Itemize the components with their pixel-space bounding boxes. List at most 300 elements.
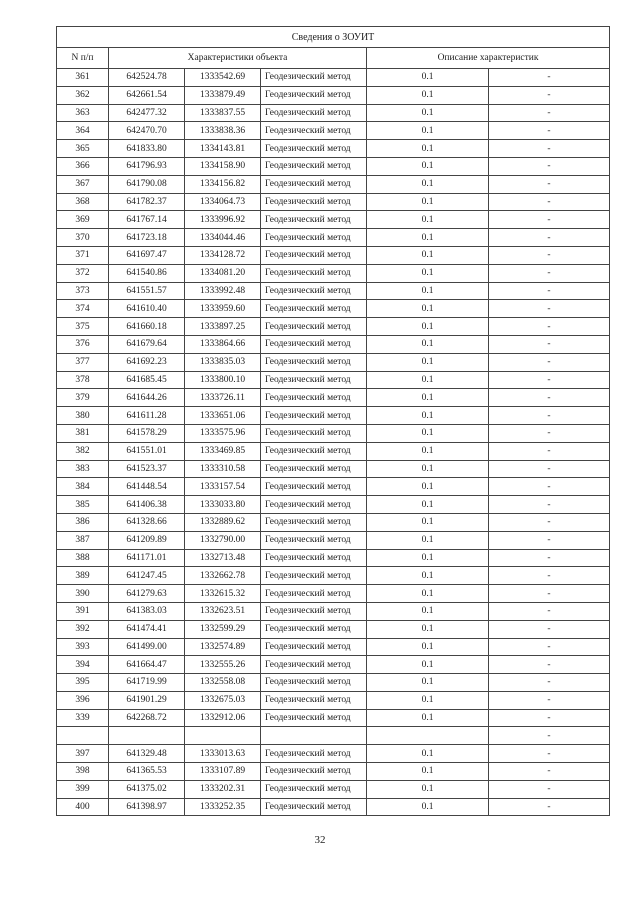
note-cell: - [489, 122, 610, 140]
coord-y: 1333252.35 [185, 798, 261, 816]
method-cell: Геодезический метод [261, 691, 367, 709]
method-cell: Геодезический метод [261, 371, 367, 389]
accuracy-cell: 0.1 [367, 620, 489, 638]
accuracy-cell: 0.1 [367, 709, 489, 727]
coord-y: 1333879.49 [185, 86, 261, 104]
table-row [57, 246, 610, 264]
coord-y: 1332623.51 [185, 602, 261, 620]
accuracy-cell: 0.1 [367, 175, 489, 193]
table-row [57, 442, 610, 460]
point-number: 373 [57, 282, 109, 300]
coord-y: 1333726.11 [185, 389, 261, 407]
method-cell: Геодезический метод [261, 264, 367, 282]
coord-x: 642524.78 [109, 69, 185, 87]
note-cell: - [489, 300, 610, 318]
accuracy-cell: 0.1 [367, 229, 489, 247]
accuracy-cell: 0.1 [367, 140, 489, 158]
point-number: 396 [57, 691, 109, 709]
accuracy-cell: 0.1 [367, 638, 489, 656]
coord-x: 641247.45 [109, 567, 185, 585]
table-header-row [57, 48, 610, 69]
table-row [57, 620, 610, 638]
point-number: 379 [57, 389, 109, 407]
coord-y: 1333996.92 [185, 211, 261, 229]
coord-x: 641171.01 [109, 549, 185, 567]
accuracy-cell: 0.1 [367, 264, 489, 282]
accuracy-cell: 0.1 [367, 745, 489, 763]
point-number: 388 [57, 549, 109, 567]
coord-y: 1333835.03 [185, 353, 261, 371]
coord-y: 1332558.08 [185, 674, 261, 692]
point-number: 381 [57, 424, 109, 442]
accuracy-cell: 0.1 [367, 780, 489, 798]
coord-y: 1333542.69 [185, 69, 261, 87]
table-row [57, 424, 610, 442]
accuracy-cell: 0.1 [367, 371, 489, 389]
note-cell: - [489, 763, 610, 781]
coord-x: 641790.08 [109, 175, 185, 193]
point-number: 371 [57, 246, 109, 264]
table-row [57, 122, 610, 140]
coord-x: 642268.72 [109, 709, 185, 727]
table-row [57, 674, 610, 692]
coord-y: 1332555.26 [185, 656, 261, 674]
point-number: 374 [57, 300, 109, 318]
accuracy-cell: 0.1 [367, 531, 489, 549]
point-number: 364 [57, 122, 109, 140]
coord-x: 641782.37 [109, 193, 185, 211]
coord-x: 641767.14 [109, 211, 185, 229]
method-cell: Геодезический метод [261, 798, 367, 816]
point-number: 369 [57, 211, 109, 229]
method-cell [261, 727, 367, 745]
header-characteristics: Характеристики объекта [109, 48, 367, 69]
coord-x: 641406.38 [109, 496, 185, 514]
coord-y [185, 727, 261, 745]
point-number: 395 [57, 674, 109, 692]
method-cell: Геодезический метод [261, 86, 367, 104]
method-cell: Геодезический метод [261, 175, 367, 193]
accuracy-cell: 0.1 [367, 104, 489, 122]
table-row [57, 407, 610, 425]
table-row [57, 780, 610, 798]
table-row [57, 300, 610, 318]
point-number: 389 [57, 567, 109, 585]
accuracy-cell: 0.1 [367, 478, 489, 496]
coord-y: 1333469.85 [185, 442, 261, 460]
table-row [57, 86, 610, 104]
table-row [57, 193, 610, 211]
coord-y: 1333992.48 [185, 282, 261, 300]
note-cell: - [489, 674, 610, 692]
accuracy-cell: 0.1 [367, 407, 489, 425]
note-cell: - [489, 229, 610, 247]
method-cell: Геодезический метод [261, 745, 367, 763]
point-number: 380 [57, 407, 109, 425]
coord-y: 1332790.00 [185, 531, 261, 549]
coord-y: 1332675.03 [185, 691, 261, 709]
zouit-table [56, 26, 610, 816]
note-cell: - [489, 531, 610, 549]
note-cell: - [489, 282, 610, 300]
method-cell: Геодезический метод [261, 389, 367, 407]
coord-x: 641796.93 [109, 157, 185, 175]
coord-x: 641398.97 [109, 798, 185, 816]
accuracy-cell: 0.1 [367, 69, 489, 87]
method-cell: Геодезический метод [261, 193, 367, 211]
coord-x [109, 727, 185, 745]
point-number: 392 [57, 620, 109, 638]
method-cell: Геодезический метод [261, 602, 367, 620]
point-number: 378 [57, 371, 109, 389]
header-description: Описание характеристик [367, 48, 610, 69]
point-number: 397 [57, 745, 109, 763]
coord-y: 1333310.58 [185, 460, 261, 478]
table-title-row [57, 27, 610, 48]
accuracy-cell: 0.1 [367, 674, 489, 692]
method-cell: Геодезический метод [261, 549, 367, 567]
point-number: 385 [57, 496, 109, 514]
coord-y: 1333107.89 [185, 763, 261, 781]
point-number: 366 [57, 157, 109, 175]
document-page [56, 26, 609, 816]
coord-y: 1333864.66 [185, 335, 261, 353]
method-cell: Геодезический метод [261, 104, 367, 122]
accuracy-cell: 0.1 [367, 442, 489, 460]
coord-x: 641551.57 [109, 282, 185, 300]
accuracy-cell: 0.1 [367, 157, 489, 175]
point-number: 370 [57, 229, 109, 247]
accuracy-cell: 0.1 [367, 282, 489, 300]
note-cell: - [489, 460, 610, 478]
note-cell: - [489, 86, 610, 104]
note-cell: - [489, 709, 610, 727]
coord-x: 641578.29 [109, 424, 185, 442]
table-row [57, 549, 610, 567]
note-cell: - [489, 549, 610, 567]
note-cell: - [489, 140, 610, 158]
point-number: 398 [57, 763, 109, 781]
table-row [57, 602, 610, 620]
method-cell: Геодезический метод [261, 567, 367, 585]
coord-y: 1333157.54 [185, 478, 261, 496]
table-row [57, 318, 610, 336]
accuracy-cell [367, 727, 489, 745]
method-cell: Геодезический метод [261, 442, 367, 460]
method-cell: Геодезический метод [261, 353, 367, 371]
table-row [57, 389, 610, 407]
method-cell: Геодезический метод [261, 638, 367, 656]
note-cell: - [489, 745, 610, 763]
table-row [57, 567, 610, 585]
note-cell: - [489, 656, 610, 674]
coord-y: 1334143.81 [185, 140, 261, 158]
point-number: 368 [57, 193, 109, 211]
table-body [57, 69, 610, 816]
table-title: Сведения о ЗОУИТ [57, 27, 610, 48]
coord-y: 1334158.90 [185, 157, 261, 175]
method-cell: Геодезический метод [261, 478, 367, 496]
coord-x: 641474.41 [109, 620, 185, 638]
accuracy-cell: 0.1 [367, 567, 489, 585]
note-cell: - [489, 442, 610, 460]
coord-x: 642477.32 [109, 104, 185, 122]
coord-x: 641328.66 [109, 513, 185, 531]
accuracy-cell: 0.1 [367, 389, 489, 407]
coord-x: 641697.47 [109, 246, 185, 264]
coord-y: 1332599.29 [185, 620, 261, 638]
coord-y: 1334156.82 [185, 175, 261, 193]
accuracy-cell: 0.1 [367, 656, 489, 674]
table-row [57, 709, 610, 727]
coord-x: 641679.64 [109, 335, 185, 353]
coord-x: 641383.03 [109, 602, 185, 620]
method-cell: Геодезический метод [261, 157, 367, 175]
point-number: 367 [57, 175, 109, 193]
table-row [57, 638, 610, 656]
coord-x: 641610.40 [109, 300, 185, 318]
method-cell: Геодезический метод [261, 780, 367, 798]
coord-y: 1332662.78 [185, 567, 261, 585]
table-row [57, 335, 610, 353]
coord-x: 642470.70 [109, 122, 185, 140]
coord-y: 1333651.06 [185, 407, 261, 425]
page-number: 32 [314, 834, 326, 846]
accuracy-cell: 0.1 [367, 496, 489, 514]
coord-y: 1333897.25 [185, 318, 261, 336]
accuracy-cell: 0.1 [367, 424, 489, 442]
table-row [57, 229, 610, 247]
note-cell: - [489, 478, 610, 496]
method-cell: Геодезический метод [261, 656, 367, 674]
table-row [57, 175, 610, 193]
point-number: 394 [57, 656, 109, 674]
point-number: 382 [57, 442, 109, 460]
coord-y: 1333202.31 [185, 780, 261, 798]
note-cell: - [489, 264, 610, 282]
note-cell: - [489, 246, 610, 264]
table-row [57, 157, 610, 175]
point-number: 391 [57, 602, 109, 620]
coord-y: 1334044.46 [185, 229, 261, 247]
note-cell: - [489, 69, 610, 87]
method-cell: Геодезический метод [261, 585, 367, 603]
point-number: 372 [57, 264, 109, 282]
coord-x: 641901.29 [109, 691, 185, 709]
note-cell: - [489, 211, 610, 229]
method-cell: Геодезический метод [261, 318, 367, 336]
coord-y: 1333575.96 [185, 424, 261, 442]
coord-x: 641209.89 [109, 531, 185, 549]
coord-x: 641719.99 [109, 674, 185, 692]
coord-x: 641365.53 [109, 763, 185, 781]
coord-y: 1332912.06 [185, 709, 261, 727]
table-row [57, 353, 610, 371]
point-number: 362 [57, 86, 109, 104]
accuracy-cell: 0.1 [367, 513, 489, 531]
point-number: 339 [57, 709, 109, 727]
coord-y: 1333837.55 [185, 104, 261, 122]
coord-x: 641551.01 [109, 442, 185, 460]
accuracy-cell: 0.1 [367, 300, 489, 318]
coord-x: 641664.47 [109, 656, 185, 674]
note-cell: - [489, 691, 610, 709]
coord-x: 641499.00 [109, 638, 185, 656]
method-cell: Геодезический метод [261, 229, 367, 247]
method-cell: Геодезический метод [261, 763, 367, 781]
accuracy-cell: 0.1 [367, 460, 489, 478]
coord-x: 641523.37 [109, 460, 185, 478]
point-number: 400 [57, 798, 109, 816]
accuracy-cell: 0.1 [367, 211, 489, 229]
note-cell: - [489, 335, 610, 353]
point-number: 387 [57, 531, 109, 549]
accuracy-cell: 0.1 [367, 602, 489, 620]
coord-y: 1334081.20 [185, 264, 261, 282]
method-cell: Геодезический метод [261, 531, 367, 549]
note-cell: - [489, 193, 610, 211]
coord-y: 1332615.32 [185, 585, 261, 603]
table-row [57, 585, 610, 603]
table-row [57, 282, 610, 300]
accuracy-cell: 0.1 [367, 193, 489, 211]
note-cell: - [489, 353, 610, 371]
point-number: 361 [57, 69, 109, 87]
accuracy-cell: 0.1 [367, 318, 489, 336]
coord-y: 1334064.73 [185, 193, 261, 211]
note-cell: - [489, 620, 610, 638]
table-row [57, 745, 610, 763]
coord-y: 1333013.63 [185, 745, 261, 763]
coord-y: 1333838.36 [185, 122, 261, 140]
point-number: 384 [57, 478, 109, 496]
accuracy-cell: 0.1 [367, 122, 489, 140]
coord-x: 641611.28 [109, 407, 185, 425]
method-cell: Геодезический метод [261, 496, 367, 514]
point-number: 390 [57, 585, 109, 603]
table-row [57, 513, 610, 531]
point-number: 363 [57, 104, 109, 122]
accuracy-cell: 0.1 [367, 691, 489, 709]
point-number: 377 [57, 353, 109, 371]
table-row [57, 211, 610, 229]
method-cell: Геодезический метод [261, 424, 367, 442]
coord-y: 1333959.60 [185, 300, 261, 318]
coord-y: 1332713.48 [185, 549, 261, 567]
note-cell: - [489, 727, 610, 745]
table-row [57, 798, 610, 816]
method-cell: Геодезический метод [261, 513, 367, 531]
accuracy-cell: 0.1 [367, 549, 489, 567]
note-cell: - [489, 496, 610, 514]
table-row [57, 531, 610, 549]
method-cell: Геодезический метод [261, 674, 367, 692]
note-cell: - [489, 602, 610, 620]
note-cell: - [489, 389, 610, 407]
accuracy-cell: 0.1 [367, 246, 489, 264]
table-row [57, 691, 610, 709]
table-row [57, 460, 610, 478]
coord-x: 641448.54 [109, 478, 185, 496]
accuracy-cell: 0.1 [367, 763, 489, 781]
point-number: 386 [57, 513, 109, 531]
note-cell: - [489, 513, 610, 531]
table-row [57, 763, 610, 781]
coord-x: 641644.26 [109, 389, 185, 407]
coord-y: 1332574.89 [185, 638, 261, 656]
coord-x: 641692.23 [109, 353, 185, 371]
point-number: 376 [57, 335, 109, 353]
note-cell: - [489, 798, 610, 816]
note-cell: - [489, 371, 610, 389]
method-cell: Геодезический метод [261, 140, 367, 158]
method-cell: Геодезический метод [261, 620, 367, 638]
note-cell: - [489, 424, 610, 442]
coord-y: 1334128.72 [185, 246, 261, 264]
accuracy-cell: 0.1 [367, 353, 489, 371]
table-row [57, 264, 610, 282]
coord-x: 641329.48 [109, 745, 185, 763]
table-row [57, 656, 610, 674]
coord-x: 641685.45 [109, 371, 185, 389]
note-cell: - [489, 638, 610, 656]
coord-x: 641540.86 [109, 264, 185, 282]
method-cell: Геодезический метод [261, 407, 367, 425]
method-cell: Геодезический метод [261, 122, 367, 140]
note-cell: - [489, 567, 610, 585]
method-cell: Геодезический метод [261, 246, 367, 264]
coord-y: 1333800.10 [185, 371, 261, 389]
method-cell: Геодезический метод [261, 282, 367, 300]
coord-y: 1333033.80 [185, 496, 261, 514]
method-cell: Геодезический метод [261, 211, 367, 229]
note-cell: - [489, 175, 610, 193]
point-number: 383 [57, 460, 109, 478]
point-number: 399 [57, 780, 109, 798]
point-number: 365 [57, 140, 109, 158]
table-row [57, 727, 610, 745]
accuracy-cell: 0.1 [367, 86, 489, 104]
note-cell: - [489, 318, 610, 336]
coord-x: 641660.18 [109, 318, 185, 336]
accuracy-cell: 0.1 [367, 585, 489, 603]
table-row [57, 69, 610, 87]
table-row [57, 371, 610, 389]
method-cell: Геодезический метод [261, 709, 367, 727]
note-cell: - [489, 407, 610, 425]
table-row [57, 496, 610, 514]
header-num: N п/п [57, 48, 109, 69]
note-cell: - [489, 585, 610, 603]
table-row [57, 104, 610, 122]
coord-y: 1332889.62 [185, 513, 261, 531]
coord-x: 641375.02 [109, 780, 185, 798]
note-cell: - [489, 157, 610, 175]
coord-x: 641833.80 [109, 140, 185, 158]
coord-x: 641279.63 [109, 585, 185, 603]
point-number: 393 [57, 638, 109, 656]
accuracy-cell: 0.1 [367, 335, 489, 353]
table-row [57, 478, 610, 496]
note-cell: - [489, 104, 610, 122]
coord-x: 641723.18 [109, 229, 185, 247]
point-number [57, 727, 109, 745]
point-number: 375 [57, 318, 109, 336]
method-cell: Геодезический метод [261, 69, 367, 87]
method-cell: Геодезический метод [261, 335, 367, 353]
accuracy-cell: 0.1 [367, 798, 489, 816]
method-cell: Геодезический метод [261, 460, 367, 478]
